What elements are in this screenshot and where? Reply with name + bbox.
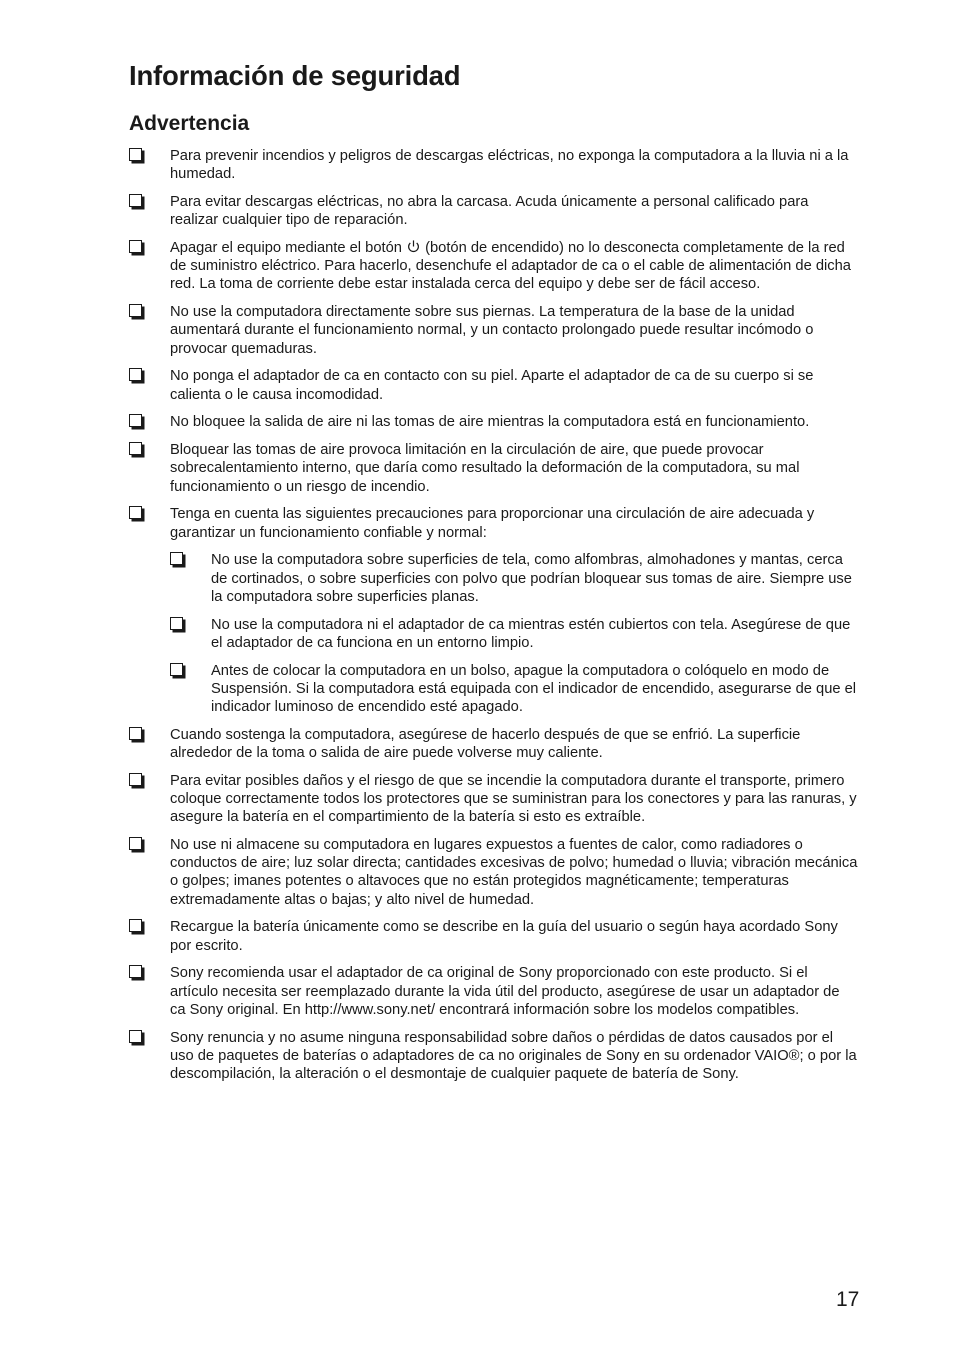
list-item-text: Sony renuncia y no asume ninguna responsabilidad sobre daños o pérdidas de datos causados por el uso de paquetes de baterías o adaptadores de ca no originales de Sony en su ordenador VAIO®; o por la descompilación, la alteración o el desmontaje de cualquier paquete de batería de Sony. [170, 1029, 857, 1083]
sub-list-item [170, 662, 859, 717]
list-item [129, 413, 859, 431]
checkbox-bullet-icon [129, 1030, 142, 1043]
list-item [129, 505, 859, 716]
list-item [129, 726, 859, 762]
sub-list-item-text: Antes de colocar la computadora en un bolso, apague la computadora o colóquelo en modo de Suspensión. Si la computadora está equipada con el indicador de encendido, asegurarse de que el indicador luminoso de encendido esté apagado. [211, 662, 857, 716]
sub-list-item [170, 551, 859, 606]
list-item [129, 918, 859, 954]
warning-list [129, 147, 859, 1083]
checkbox-bullet-icon [170, 617, 183, 630]
list-item [129, 836, 859, 909]
list-item-text-before-icon: Apagar el equipo mediante el botón [170, 240, 402, 256]
list-item [129, 441, 859, 496]
list-item-text: Sony recomienda usar el adaptador de ca original de Sony proporcionado con este producto. Si el artículo necesita ser reemplazado durante la vida útil del producto, asegúrese de usar un adaptador de ca Sony original. En http://www.sony.net/ encontrará información sobre los modelos compatibles. [170, 965, 840, 1018]
checkbox-bullet-icon [170, 663, 183, 676]
power-icon [406, 239, 421, 254]
checkbox-bullet-icon [129, 837, 142, 850]
checkbox-bullet-icon [129, 727, 142, 740]
page-title: Información de seguridad [129, 60, 461, 91]
checkbox-bullet-icon [170, 552, 183, 565]
section-heading: Advertencia [129, 112, 250, 135]
list-item-text: Tenga en cuenta las siguientes precauciones para proporcionar una circulación de aire adecuada y garantizar un funcionamiento confiable y normal: [170, 506, 815, 541]
checkbox-bullet-icon [129, 304, 142, 317]
sub-list-item-text: No use la computadora sobre superficies de tela, como alfombras, almohadones y mantas, cerca de cortinados, o sobre superficies con polvo que podrían bloquear sus tomas de aire. Siempre use la computadora sobre superficies planas. [211, 552, 852, 605]
list-item [129, 303, 859, 358]
checkbox-bullet-icon [129, 414, 142, 427]
list-item-text: No bloquee la salida de aire ni las tomas de aire mientras la computadora está en funcionamiento. [170, 414, 810, 431]
sub-list [170, 551, 859, 716]
page-content [129, 56, 859, 1093]
checkbox-bullet-icon [129, 194, 142, 207]
list-item-text: No use la computadora directamente sobre sus piernas. La temperatura de la base de la unidad aumentará durante el funcionamiento normal, y un contacto prolongado puede resultar incómodo o provocar quemaduras. [170, 304, 814, 357]
checkbox-bullet-icon [129, 240, 142, 253]
list-item-text: Cuando sostenga la computadora, asegúrese de hacerlo después de que se enfrió. La superficie alrededor de la toma o salida de aire puede volverse muy caliente. [170, 726, 801, 762]
list-item [129, 239, 859, 294]
list-item [129, 772, 859, 827]
list-item-text: Recargue la batería únicamente como se describe en la guía del usuario o según haya acordado Sony por escrito. [170, 919, 838, 954]
list-item [129, 1029, 859, 1084]
checkbox-bullet-icon [129, 442, 142, 455]
sub-list-item-text: No use la computadora ni el adaptador de ca mientras estén cubiertos con tela. Asegúrese de que el adaptador de ca funciona en un entorno limpio. [211, 616, 851, 651]
list-item [129, 964, 859, 1019]
checkbox-bullet-icon [129, 368, 142, 381]
checkbox-bullet-icon [129, 965, 142, 978]
list-item-text: No ponga el adaptador de ca en contacto con su piel. Aparte el adaptador de ca de su cuerpo si se calienta o le causa incomodidad. [170, 368, 814, 403]
sub-list-item [170, 616, 859, 652]
list-item-text: Bloquear las tomas de aire provoca limitación en la circulación de aire, que puede provocar sobrecalentamiento interno, que daría como resultado la deformación de la computadora, su mal funcionamiento o un riesgo de incendio. [170, 442, 800, 495]
list-item [129, 367, 859, 403]
checkbox-bullet-icon [129, 506, 142, 519]
list-item [129, 147, 859, 183]
list-item-text-after-icon: (botón de encendido) no lo desconecta completamente de la red de suministro eléctrico. Para hacerlo, desenchufe el adaptador de ca o el cable de alimentación de dicha red. La toma de corriente debe estar instalada cerca del equipo y debe ser de fácil acceso. [170, 240, 851, 293]
list-item [129, 193, 859, 229]
list-item-text: Para prevenir incendios y peligros de descargas eléctricas, no exponga la computadora a la lluvia ni a la humedad. [170, 148, 849, 183]
list-item-text: Para evitar posibles daños y el riesgo de que se incendie la computadora durante el transporte, primero coloque correctamente todos los protectores que se suministran para los conectores y para las ranuras, y asegure la batería en el compartimiento de la batería si esto es extraíble. [170, 772, 857, 826]
list-item-text: No use ni almacene su computadora en lugares expuestos a fuentes de calor, como radiadores o conductos de aire; luz solar directa; cantidades excesivas de polvo; humedad o lluvia; vibración mecánica o golpes; imanes potentes o altavoces que no están protegidos magnéticamente; temperaturas extremadamente altas o bajas; y alto nivel de humedad. [170, 837, 858, 908]
checkbox-bullet-icon [129, 773, 142, 786]
list-item-text: Para evitar descargas eléctricas, no abra la carcasa. Acuda únicamente a personal calificado para realizar cualquier tipo de reparación. [170, 194, 809, 229]
checkbox-bullet-icon [129, 919, 142, 932]
page-number: 17 [836, 1288, 860, 1311]
checkbox-bullet-icon [129, 148, 142, 161]
